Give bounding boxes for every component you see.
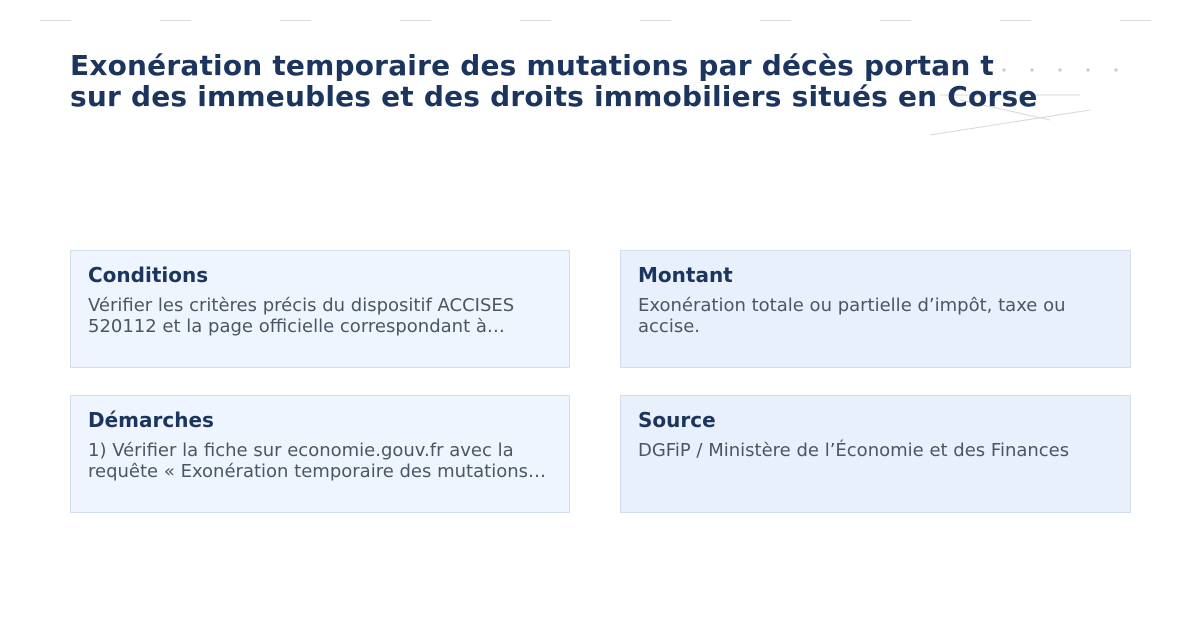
page-title-line-1: Exonération temporaire des mutations par décès portan t xyxy=(70,49,994,82)
page-title-line-2: sur des immeubles et des droits immobiliers situés en Corse xyxy=(70,80,1038,113)
page-title xyxy=(70,50,1070,112)
card-conditions-title: Conditions xyxy=(88,263,209,287)
top-dash-border xyxy=(40,20,1160,22)
card-demarches-title: Démarches xyxy=(88,408,214,432)
card-demarches-body: 1) Vérifier la fiche sur economie.gouv.fr avec la requête « Exonération temporaire des mutations… xyxy=(88,440,546,482)
card-conditions-body: Vérifier les critères précis du dispositif ACCISES 520112 et la page officielle correspondant à… xyxy=(88,295,515,337)
card-montant-title: Montant xyxy=(638,263,733,287)
card-source xyxy=(620,395,1131,513)
card-conditions xyxy=(70,250,570,368)
card-montant-body: Exonération totale ou partielle d’impôt, taxe ou accise. xyxy=(638,295,1066,337)
card-montant xyxy=(620,250,1131,368)
card-source-title: Source xyxy=(638,408,716,432)
card-demarches xyxy=(70,395,570,513)
card-source-body: DGFiP / Ministère de l’Économie et des Finances xyxy=(638,440,1070,461)
